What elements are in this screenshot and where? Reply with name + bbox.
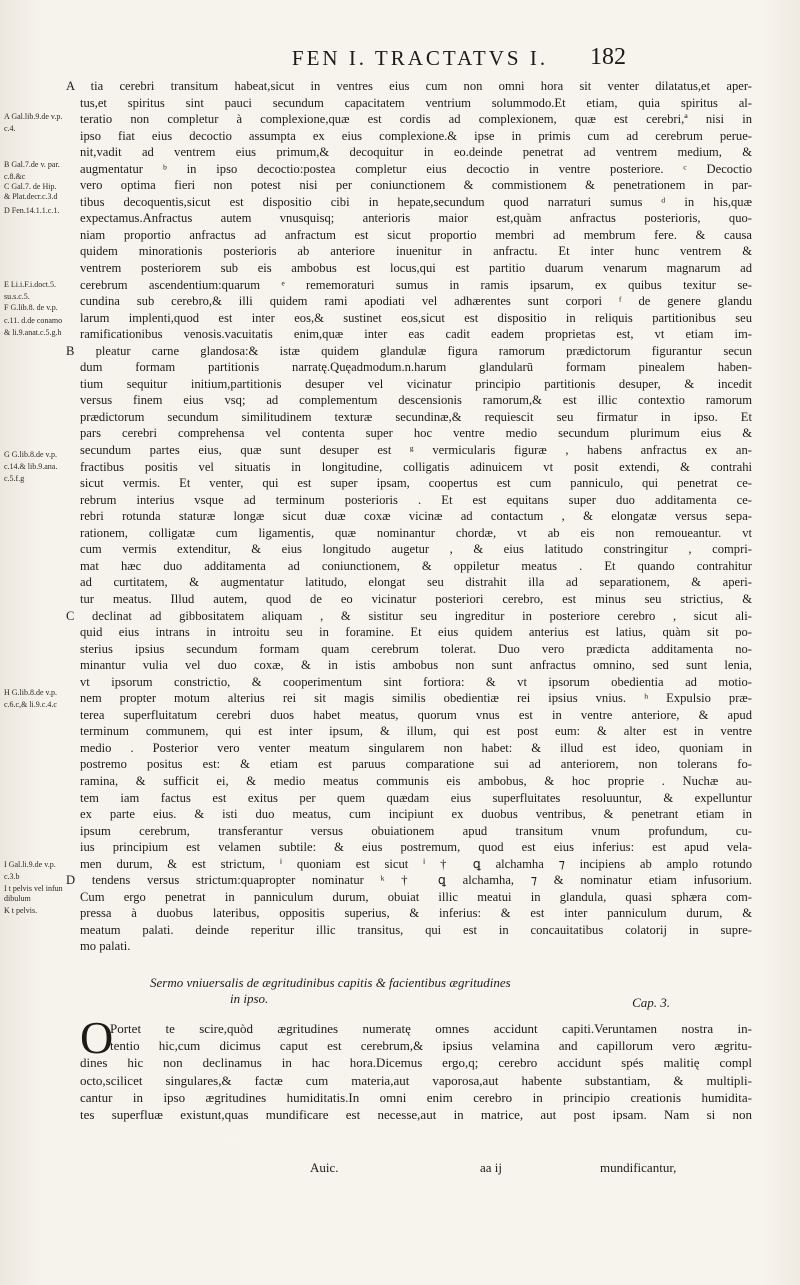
margin-note: c.4. bbox=[4, 124, 16, 133]
text-line: sterius ipsius secundum formam quam cerebrum tolerat. Duo vero prædicta additamenta no- bbox=[80, 641, 752, 656]
chapter-line: cantur in ipso ægritudines humiditatis.In omni enim cerebro in principio creationis humidita- bbox=[80, 1089, 752, 1105]
text-line: tem iam factus est exitus per quem quædam eius superfluitates resoluuntur, & expelluntur bbox=[80, 790, 752, 805]
text-line: postremo positus est: & etiam est paruus comparatione sui ad anteriorem, non tolerans fo- bbox=[80, 757, 752, 772]
text-line: rationem, colligatæ cum ligamentis, quæ nominantur chordæ, vt ab eis non remoueantur. vt bbox=[80, 525, 752, 540]
margin-note: D Fen.14.1.1.c.1. bbox=[4, 206, 60, 215]
margin-note: B Gal.7.de v. par. bbox=[4, 160, 60, 169]
text-line: ventrem posteriorem sub eis ambobus est locus,qui est partitio duarum venarum magnarum ad bbox=[80, 261, 752, 276]
text-line: ramificationibus venosis.vacuitatis enim,quæ inter eas cadit eadem proprietas est, vt etiam im- bbox=[80, 327, 752, 342]
text-line: tibus decoquentis,sicut est dispositio cibi in hepate,secundum quod narraturi sumus ᵈ in his,quæ bbox=[80, 194, 752, 209]
chapter-line: octo,scilicet singulares,& factæ cum materia,aut vaporosa,aut habente substantiam, & multipli- bbox=[80, 1072, 752, 1088]
text-line: cum vermis extenditur, & eius longitudo augetur , & eius latitudo constringitur , compri- bbox=[80, 542, 752, 557]
text-line: tur meatus. Illud autem, quod de eo vicinatur posteriori cerebro, est minus seu strictius, & bbox=[80, 591, 752, 606]
chapter-line: tentio hic,cum dicimus caput est cerebrum,& ipsius velamina and capillorum vero ægritu- bbox=[110, 1038, 752, 1054]
section-heading bbox=[150, 975, 670, 1010]
text-line: terminum communem, qui est inter ipsum, & illum, qui est post eum: & alter est in ventre bbox=[80, 724, 752, 739]
margin-note: & Plat.decr.c.3.d bbox=[4, 192, 58, 201]
text-line: nit,vadit ad ventrem eius primum,& decoquitur in eo.deinde penetrat ad ventrem medium, & bbox=[80, 145, 752, 160]
text-line: pressa à duobus lateribus, oppositis superius, & inferius: & est inter panniculum durum, & bbox=[80, 906, 752, 921]
text-line: men durum, & est strictum, ⁱ quoniam est sicut ⁱ † ꝗ alchamha ⁊ incipiens ab amplo rotundo bbox=[80, 856, 752, 871]
running-title: FEN I. TRACTATVS I. bbox=[291, 46, 549, 70]
text-line: prædictorum secundum similitudinem texturæ secundinæ,& requiescit seu firmatur in ipso. Et bbox=[80, 409, 752, 424]
signature-mark: aa ij bbox=[480, 1160, 503, 1175]
margin-note: H G.lib.8.de v.p. bbox=[4, 688, 58, 697]
margin-note: G G.lib.8.de v.p. bbox=[4, 450, 58, 459]
text-line: vt ipsorum constrictio, & cooperimentum sint fortiora: & vt ipsorum obedientia ad motio- bbox=[80, 674, 752, 689]
text-line: pars cerebri comprehensa vel contenta super hoc ventre medio secundum plurimum eius & bbox=[80, 426, 752, 441]
text-line: ipsum cerebrum, transferantur versus obuiationem apud transitum vnum profundum, cu- bbox=[80, 823, 752, 838]
section-title-line-2: in ipso. bbox=[230, 991, 269, 1006]
chapter-number: Cap. 3. bbox=[632, 995, 670, 1010]
text-line: tium sequitur initium,partitionis desuper vel vicinatur principio partitionis desuper, & incedit bbox=[80, 376, 752, 391]
text-line: quid eius intrans in introitu seu in foramine. Et eius quidem anterius est latius, quàm sit po- bbox=[80, 625, 752, 640]
text-line: cerebrum ascendentium:quarum ᵉ rememoraturi sumus in ramis ipsarum, ex quibus texitur se- bbox=[80, 277, 752, 292]
chapter-text bbox=[80, 1012, 752, 1123]
text-line: fractibus positis vel situatis in longitudine, colligatis adinuicem vt posit extendi, & contrahi bbox=[80, 459, 752, 474]
chapter-line: tes superfluæ existunt,quas mundificare est necesse,aut in matrice, aut post ipsam. Nam si non bbox=[80, 1107, 752, 1123]
margin-note: c.8.&c bbox=[4, 172, 26, 181]
text-line: expectamus.Anfractus autem vnusquisq; anterioris maior est,quàm anfractus posterioris, quo- bbox=[80, 211, 752, 226]
margin-note: K t pelvis. bbox=[4, 906, 38, 915]
catchword-right: mundificantur, bbox=[600, 1160, 677, 1175]
margin-note: & li.9.anat.c.5.g.h bbox=[4, 328, 62, 337]
body-text bbox=[66, 78, 752, 955]
margin-note: I Gal.li.9.de v.p. bbox=[4, 860, 56, 869]
folio-number: 182 bbox=[590, 44, 626, 70]
text-line: meatum palati. deinde reperitur illic transitus, qui est in concauitatibus colatorij in supre- bbox=[80, 922, 752, 937]
margin-note: c.5.f.g bbox=[4, 474, 25, 483]
text-line: ius principium est velamen subtile: & eius postremum, quod est eius inferius: est apud vela- bbox=[80, 840, 752, 855]
text-line: ad curtitatem, & augmentatur latitudo, elongat seu distrahit illa ad separationem, & aperi- bbox=[80, 575, 752, 590]
text-line: Cum ergo penetrat in panniculum durum, obuiat illic meatui in glandula, quasi sphæra com- bbox=[80, 889, 752, 904]
text-line: nem propter motum alterius rei sit magis similis obedientiæ rei ipsius vnius. ʰ Expulsio præ- bbox=[80, 691, 752, 706]
drop-cap: O bbox=[80, 1012, 114, 1063]
text-line: mat hæc duo additamenta ad coniunctionem, & oppiletur meatus . Et quando contrahitur bbox=[80, 558, 752, 573]
margin-note: su.s.c.5. bbox=[4, 292, 30, 301]
catchword-left: Auic. bbox=[310, 1160, 339, 1175]
text-line: ex parte eius. & isti duo meatus, cum incipiunt ex duobus ventribus, & penetrant etiam in bbox=[80, 807, 752, 822]
text-line: sicut vermis. Et venter, qui est super ipsam, coopertus est cum panniculo, qui penetrat ce- bbox=[80, 476, 752, 491]
margin-note: F G.lib.8. de v.p. bbox=[4, 303, 58, 312]
margin-note: I t pelvis vel infun bbox=[4, 884, 63, 893]
text-line: D tendens versus strictum:quapropter nominatur ᵏ † ꝗ alchamha, ⁊ & nominatur etiam infusorium. bbox=[66, 873, 752, 888]
margin-note: dibulum bbox=[4, 894, 31, 903]
text-line: minantur vulia vel duo coxæ, & in istis ambobus non sunt anfractus omnino, sed sunt lenia, bbox=[80, 658, 752, 673]
margin-note: E Li.i.F.i.doct.5. bbox=[4, 280, 57, 289]
text-line: dum formam partitionis narratę.Quęadmodum.n.harum glandularū formam pinealem haben- bbox=[80, 360, 752, 375]
text-line: quidem minorationis posterioris ab anteriore inuenitur in anfractu. Et inter hunc ventrem & bbox=[80, 244, 752, 259]
margin-note: A Gal.lib.9.de v.p. bbox=[4, 112, 63, 121]
text-line: medio . Posterior vero venter meatum singularem non habet: & illud est ideo, quoniam in bbox=[80, 740, 752, 755]
text-line: ipso fiat eius decoctio assumpta ex eius complexione.& ipse in primis cum ad cerebrum perue- bbox=[80, 128, 752, 143]
text-line: augmentatur ᵇ in ipso decoctio:postea completur eius decoctio in ventre posteriore. ᶜ Decoctio bbox=[80, 161, 752, 176]
chapter-line: dines hic non declinamus in hac hora.Dicemus ergo,q; cerebro accidunt spés malitię compl bbox=[80, 1055, 752, 1071]
text-line: terea superfluitatum cerebri duos habet meatus, quorum vnus est in ventre anteriore, & apud bbox=[80, 707, 752, 722]
chapter-line: Portet te scire,quòd ægritudines numeratę omnes accidunt capiti.Veruntamen nostra in- bbox=[110, 1021, 752, 1036]
margin-note: c.3.b bbox=[4, 872, 20, 881]
text-line: versus finem eius vsq; ad complementum descensionis ramorum,& est illic contextio ramorum bbox=[80, 393, 752, 408]
text-line: ramina, & sufficit ei, & medio meatus communis eis ambobus, & hoc proprie . Nuchæ au- bbox=[80, 773, 752, 788]
text-line: niam proportio anfractus ad anfractum est sicut proportio membri ad membrum fere. & causa bbox=[80, 227, 752, 242]
text-line: mo palati. bbox=[80, 939, 131, 954]
text-line: rebrum interius vsque ad terminum posterioris . Et est equitans super duo additamenta ce- bbox=[80, 492, 752, 507]
text-line: tus,et spiritus sint pauci secundum capacitatem ventrium solummodo.Et etiam, quia spiritus al- bbox=[80, 95, 752, 110]
margin-note: c.11. d.de conamo bbox=[4, 316, 63, 325]
section-title-line-1: Sermo vniuersalis de ægritudinibus capitis & facientibus ægritudines bbox=[150, 975, 511, 990]
text-line: C declinat ad gibbositatem aliquam , & sistitur seu ingreditur in posteriore cerebro , sicut ali- bbox=[66, 608, 752, 623]
text-line: vero optima fieri non potest nisi per coniunctionem & commistionem & penetrationem in par- bbox=[80, 178, 752, 193]
text-line: A tia cerebri transitum habeat,sicut in ventres eius cum non omni hora sit venter dilatatus,et aper- bbox=[66, 79, 752, 93]
margin-note: c.14.& lib.9.ana. bbox=[4, 462, 58, 471]
text-line: B pleatur carne glandosa:& istæ quidem glandulæ figura ramorum prædictorum figurantur secun bbox=[66, 343, 752, 358]
text-line: cundina sub cerebro,& illi quidem rami apodiati vel adhærentes sunt corpori ᶠ de genere glandu bbox=[80, 294, 752, 309]
text-line: teratio non completur à complexione,quæ est cordis ad complexionem, quæ est cerebri,ª nisi in bbox=[80, 112, 752, 127]
text-line: larum implenti,quod est inter eos,& sustinet eos,sicut est dispositio in reliquis partitionibus seu bbox=[80, 310, 752, 325]
margin-note: C Gal.7. de Hip. bbox=[4, 182, 57, 191]
text-line: rebri rotunda staturæ longæ sicut duæ coxæ vicinæ ad contactum , & elongatæ versus sepa- bbox=[80, 509, 752, 524]
margin-note: c.6.c,& li.9.c.4.c bbox=[4, 700, 57, 709]
text-line: secundum partes eius, quæ sunt desuper est ᵍ vermicularis figuræ , habens anfractus ex an- bbox=[80, 443, 752, 458]
